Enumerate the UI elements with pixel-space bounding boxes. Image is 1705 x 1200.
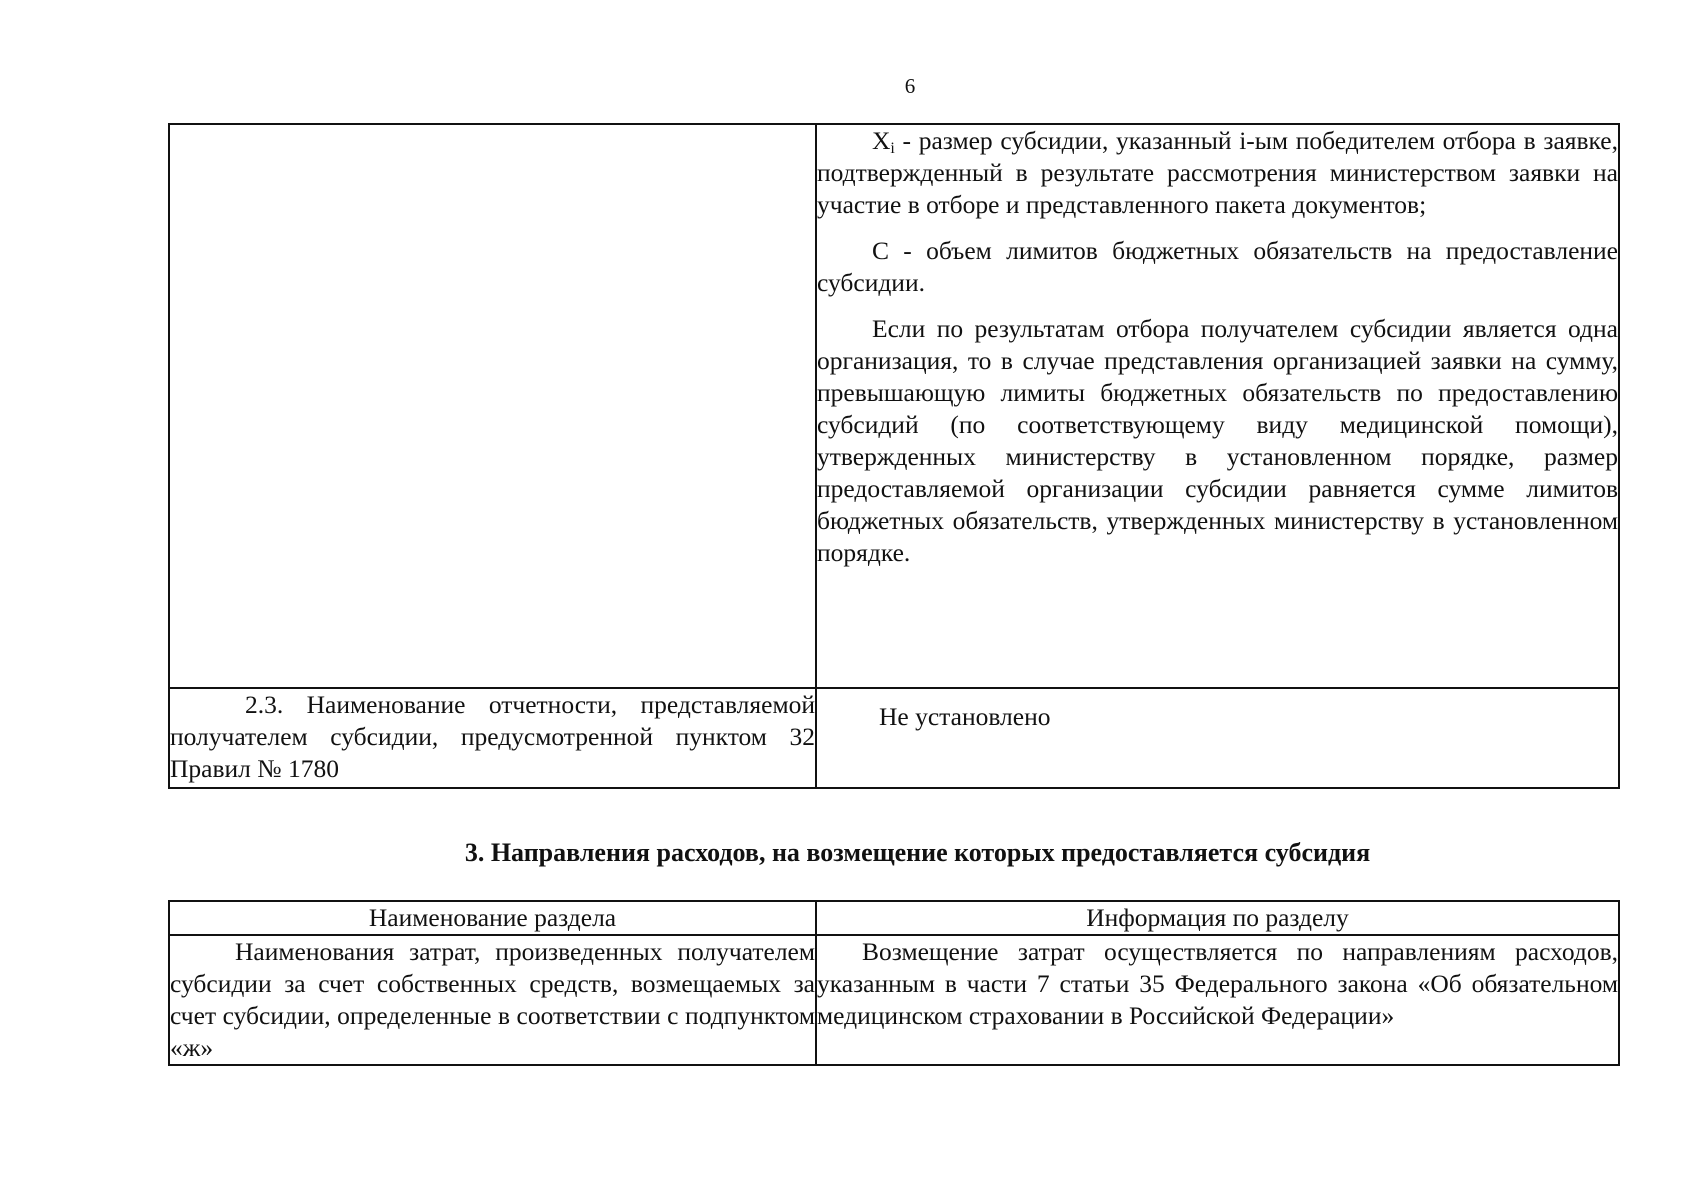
column-header-section-info: Информация по разделу — [816, 901, 1619, 935]
paragraph-single-recipient: Если по результатам отбора получателем субсидии является одна организация, то в случае представления организацией заявки на сумму, превышающую лимиты бюджетных обязательств по предоставлению субсидий (по соответствующему виду медицинской помощи), утвержденных министерству в установленном порядке, размер предоставляемой организации субсидии равняется сумме лимитов бюджетных обязательств, утвержденных министерству в установленном порядке. — [817, 314, 1618, 567]
table-cell-reporting-value — [816, 688, 1619, 788]
paragraph-xi-definition — [817, 125, 1618, 221]
table-row — [169, 935, 1619, 1065]
reporting-label-text: 2.3. Наименование отчетности, представляемой получателем субсидии, предусмотренной пунктом 32 Правил № 1780 — [170, 690, 815, 783]
expense-info-text: Возмещение затрат осуществляется по направлениям расходов, указанным в части 7 статьи 35 Федерального закона «Об обязательном медицинском страховании в Российской Федерации» — [817, 937, 1618, 1030]
subsidy-terms-table — [168, 123, 1620, 789]
table-row — [169, 124, 1619, 688]
table-cell-formula-notes — [816, 124, 1619, 688]
table-header-row — [169, 901, 1619, 935]
paragraph-xi-text: - размер субсидии, указанный i-ым победителем отбора в заявке, подтвержденный в результате рассмотрения министерством заявки на участие в отборе и представленного пакета документов; — [817, 126, 1618, 219]
table-cell-expense-names — [169, 935, 816, 1065]
table-cell-empty — [169, 124, 816, 688]
expense-directions-table — [168, 900, 1620, 1066]
expense-names-text: Наименования затрат, произведенных получателем субсидии за счет собственных средств, возмещаемых за счет субсидии, определенные в соответствии с подпунктом «ж» — [170, 937, 815, 1062]
table-cell-reporting-label — [169, 688, 816, 788]
table-row — [169, 688, 1619, 788]
section-title: 3. Направления расходов, на возмещение которых предоставляется субсидия — [464, 838, 1371, 867]
page-number: 6 — [904, 74, 916, 98]
reporting-value-text: Не установлено — [879, 702, 1051, 731]
symbol-subscript-i: i — [890, 140, 895, 157]
paragraph-c-definition: С - объем лимитов бюджетных обязательств на предоставление субсидии. — [817, 236, 1618, 297]
symbol-x: X — [872, 126, 891, 155]
table-cell-expense-info — [816, 935, 1619, 1065]
column-header-section-name: Наименование раздела — [169, 901, 816, 935]
